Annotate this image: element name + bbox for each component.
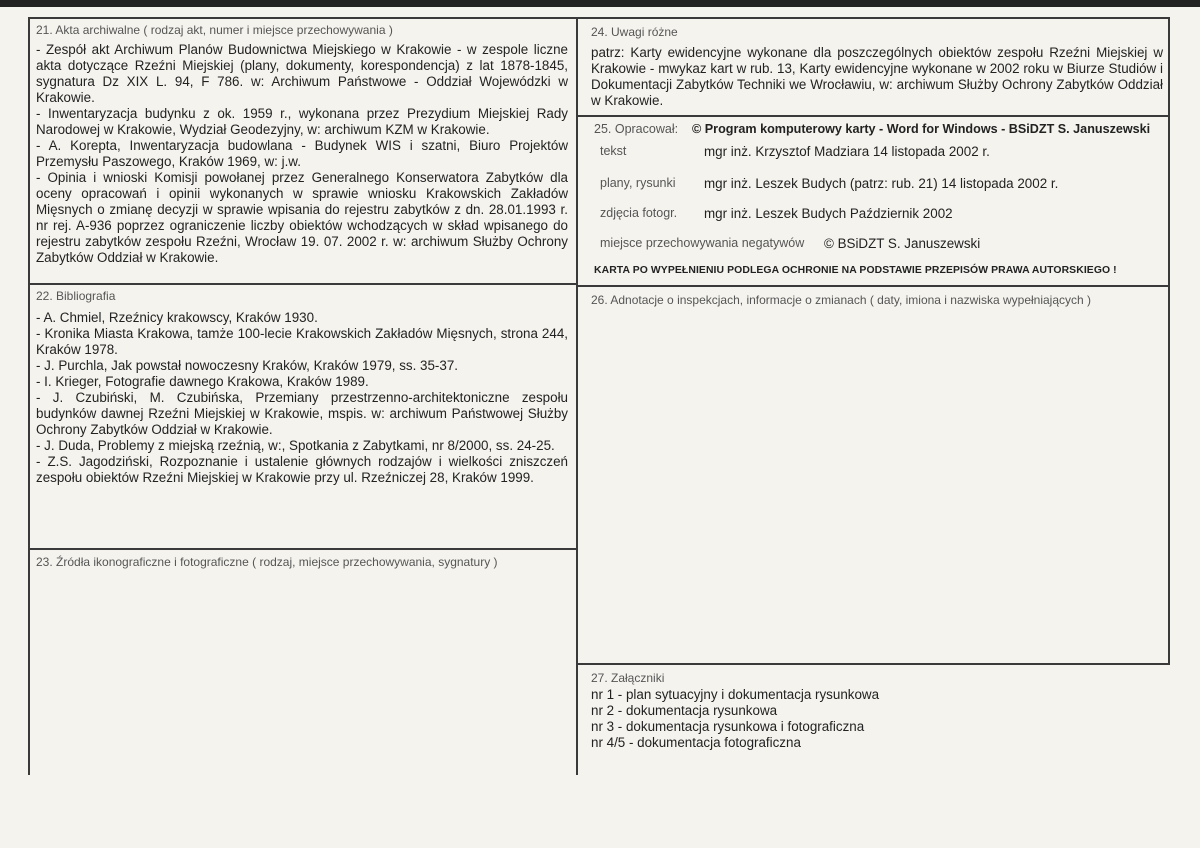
- list-item: - J. Duda, Problemy z miejską rzeźnią, w:, Spotkania z Zabytkami, nr 8/2000, ss. 24-25.: [36, 438, 555, 453]
- text-author-value: mgr inż. Krzysztof Madziara 14 listopada 2002 r.: [704, 144, 990, 159]
- section-23-iconographic-sources: [36, 554, 568, 570]
- list-item: - A. Chmiel, Rzeźnicy krakowscy, Kraków 1930.: [36, 310, 318, 325]
- negatives-location-label: miejsce przechowywania negatywów: [600, 236, 805, 250]
- top-edge: [0, 0, 1200, 7]
- section-21-list: [36, 42, 568, 266]
- section-26-annotations: [591, 292, 1163, 308]
- list-item: - J. Purchla, Jak powstał nowoczesny Kraków, Kraków 1979, ss. 35-37.: [36, 358, 459, 373]
- negatives-location-value: © BSiDZT S. Januszewski: [824, 236, 981, 251]
- right-divider-25-26: [576, 285, 1170, 287]
- drawings-author-value: mgr inż. Leszek Budych (patrz: rub. 21) 14 listopada 2002 r.: [704, 176, 1059, 191]
- drawings-author-label: plany, rysunki: [600, 176, 676, 190]
- list-item: - I. Krieger, Fotografie dawnego Krakowa, Kraków 1989.: [36, 374, 369, 389]
- left-divider-21-22: [28, 283, 578, 285]
- program-credit: © Program komputerowy karty - Word for Windows - BSiDZT S. Januszewski: [692, 122, 1151, 136]
- text-author-label: tekst: [600, 144, 627, 158]
- section-21-header: 21. Akta archiwalne ( rodzaj akt, numer i miejsce przechowywania ): [36, 23, 393, 37]
- outer-top-border: [28, 17, 1170, 19]
- list-item: nr 1 - plan sytuacyjny i dokumentacja rysunkowa: [591, 687, 880, 702]
- section-25-header: 25. Opracował:: [594, 122, 679, 136]
- list-item: nr 2 - dokumentacja rysunkowa: [591, 703, 778, 718]
- list-item: - Inwentaryzacja budynku z ok. 1959 r., wykonana przez Prezydium Miejskiej Rady Narodowej w Krakowie, Wydział Geodezyjny, w: archiwum KZM w Krakowie.: [36, 106, 568, 137]
- section-22-list: [36, 310, 568, 486]
- section-27-header: 27. Załączniki: [591, 671, 665, 685]
- section-27-list: [591, 687, 1163, 751]
- section-25-prepared-by: [578, 117, 1168, 285]
- list-item: - Opinia i wnioski Komisji powołanej przez Generalnego Konserwatora Zabytków dla oceny opracowań i opinii wykonanych w sprawie wniosku Krakowskich Zakładów Mięsnych o zmianę decyzji w sprawie wpisania do rejestru zabytków z dn. 28.01.1993 r. nr rej. A-936 poprzez ograniczenie liczby obiektów wchodzących w skład wpisanego do rejestru zabytków zespołu Rzeźni, Wrocław 19. 07. 2002 r. w: archiwum Służby Ochrony Zabytków Oddział w Krakowie.: [36, 170, 568, 265]
- list-item: - Z.S. Jagodziński, Rozpoznanie i ustalenie głównych rodzajów i wielkości zniszczeń zespołu obiektów Rzeźni Miejskiej w Krakowie przy ul. Rzeźniczej 28, Kraków 1999.: [36, 454, 568, 485]
- section-24-text: patrz: Karty ewidencyjne wykonane dla poszczególnych obiektów zespołu Rzeźni Miejskiej w Krakowie - mwykaz kart w rub. 13, Karty ewidencyjne wykonane w 2002 roku w Biurze Studiów i Dokumentacji Zabytków Techniki we Wrocławiu, w: archiwum Służby Ochrony Zabytków Oddział w Krakowie.: [591, 45, 1163, 108]
- section-27-attachments: [591, 670, 1163, 751]
- section-22-bibliography: [36, 288, 568, 486]
- copyright-warning: KARTA PO WYPEŁNIENIU PODLEGA OCHRONIE NA PODSTAWIE PRZEPISÓW PRAWA AUTORSKIEGO !: [594, 265, 1117, 276]
- photos-author-label: zdjęcia fotogr.: [600, 206, 678, 220]
- list-item: - A. Korepta, Inwentaryzacja budowlana - Budynek WIS i szatni, Biuro Projektów Przemysłu Paszowego, Kraków 1969, w: j.w.: [36, 138, 568, 169]
- list-item: nr 3 - dokumentacja rysunkowa i fotograficzna: [591, 719, 865, 734]
- outer-left-border: [28, 17, 30, 775]
- list-item: - J. Czubiński, M. Czubińska, Przemiany przestrzenno-architektoniczne zespołu budynków dawnej Rzeźni Miejskiej w Krakowie, mspis. w: archiwum Państwowej Służby Ochrony Zabytków Oddział w Krakowie.: [36, 390, 568, 437]
- list-item: nr 4/5 - dokumentacja fotograficzna: [591, 735, 801, 750]
- list-item: - Kronika Miasta Krakowa, tamże 100-lecie Krakowskich Zakładów Mięsnych, strona 244, Kraków 1978.: [36, 326, 568, 357]
- section-21-archival-records: [36, 22, 568, 266]
- section-26-header: 26. Adnotacje o inspekcjach, informacje o zmianach ( daty, imiona i nazwiska wypełniających ): [591, 293, 1092, 307]
- left-divider-22-23: [28, 548, 578, 550]
- section-22-header: 22. Bibliografia: [36, 289, 116, 303]
- list-item: - Zespół akt Archiwum Planów Budownictwa Miejskiego w Krakowie - w zespole liczne akta dotyczące Rzeźni Miejskiej (plany, dokumenty, korespondencja) z lat 1878-1845, sygnatura Dz XIX L. 94, F 786. w: Archiwum Państwowe - Oddział Wojewódzki w Krakowie.: [36, 42, 568, 105]
- section-23-header: 23. Źródła ikonograficzne i fotograficzne ( rodzaj, miejsce przechowywania, sygnatury ): [36, 555, 498, 569]
- section-24-header: 24. Uwagi różne: [591, 25, 678, 39]
- right-divider-26-27: [576, 663, 1170, 665]
- photos-author-value: mgr inż. Leszek Budych Październik 2002: [704, 206, 953, 221]
- section-24-remarks: [591, 24, 1163, 109]
